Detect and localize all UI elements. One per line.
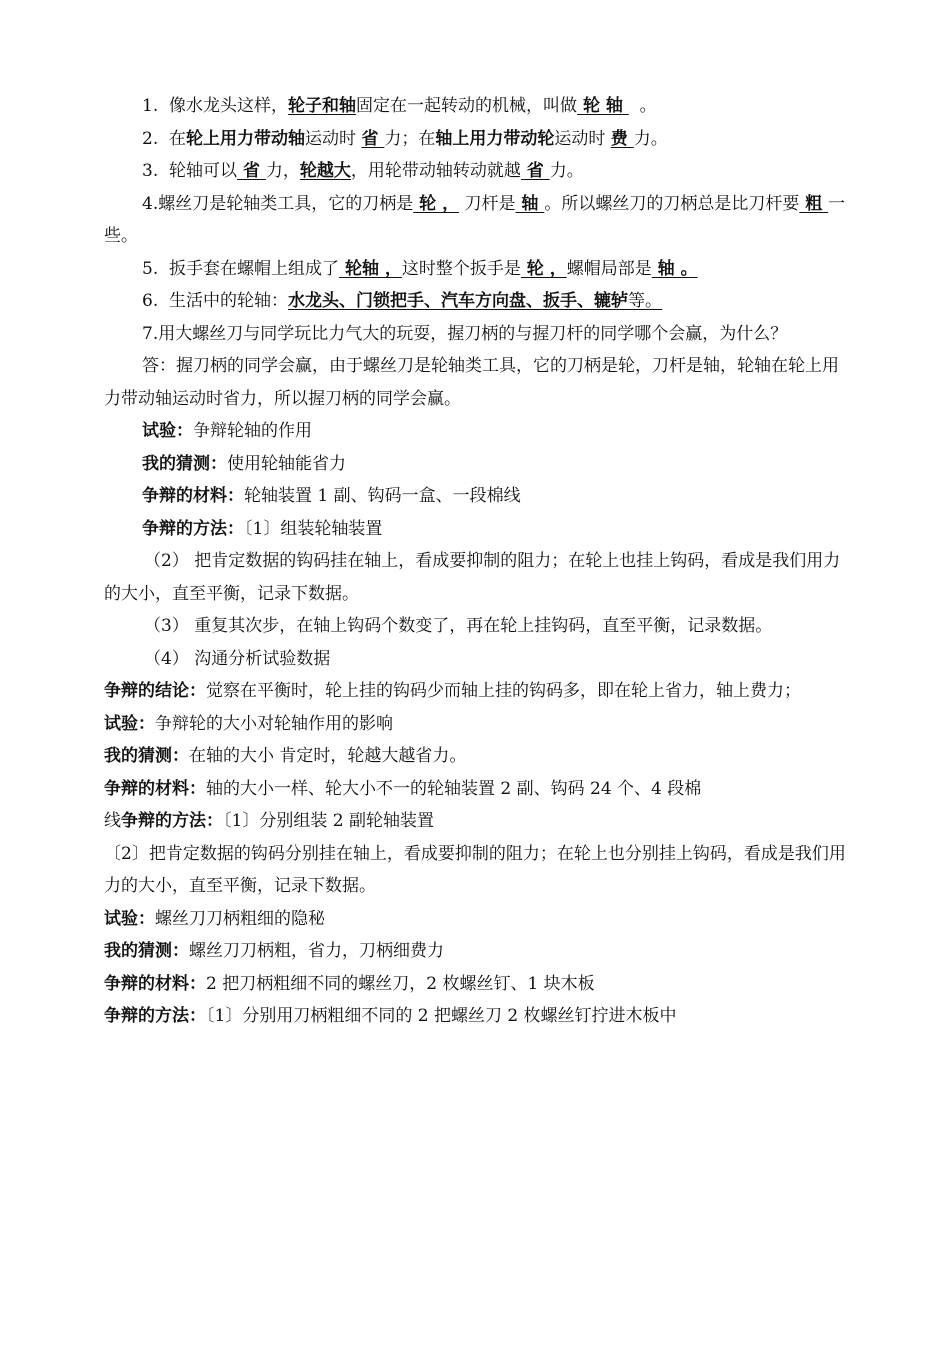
document-body [104, 90, 846, 1033]
answer-blank: 省 [520, 161, 550, 181]
exp1-step-4: （4） 沟通分析试验数据 [144, 648, 331, 669]
answer-blank: 轮 轴 [577, 96, 629, 116]
answer-blank: 粗 [799, 193, 829, 214]
exp3-guess: 我的猜测：螺丝刀刀柄粗，省力，刀柄细费力 [104, 941, 444, 961]
answer-blank: 轴 [515, 193, 545, 214]
answer-blank: 轮 ， [520, 258, 567, 279]
answer-blank: 轮 ， [413, 193, 460, 214]
exp1-step-3: （3） 重复其次步，在轴上钩码个数变了，再在轮上挂钩码，直至平衡，记录数据。 [144, 616, 773, 636]
exp2-step-2: 〔2〕把肯定数据的钩码分别挂在轴上，看成要抑制的阻力；在轮上也分别挂上钩码，看成是我们用力的大小，直至平衡，记录下数据。 [104, 843, 846, 896]
answer-blank: 轮轴 ， [339, 258, 402, 279]
question-6: 6. 生活中的轮轴：水龙头、门锁把手、汽车方向盘、扳手、辘轳等。 [142, 291, 663, 311]
question-4: 4.螺丝刀是轮轴类工具，它的刀柄是 轮 ， 刀杆是 轴 。所以螺丝刀的刀柄总是比刀杆要 粗 一些。 [104, 193, 846, 246]
answer-blank: 省 [237, 161, 266, 181]
exp1-step-2: （2） 把肯定数据的钩码挂在轴上，看成要抑制的阻力；在轮上也挂上钩码，看成是我们用力的大小，直至平衡，记录下数据。 [104, 551, 841, 604]
question-2: 2. 在轮上用力带动轴运动时 省 力；在轴上用力带动轮运动时 费 力。 [142, 128, 668, 149]
answer-blank: 轴 。 [651, 258, 698, 279]
exp2-method: 线争辩的方法：〔1〕分别组装 2 副轮轴装置 [104, 811, 434, 831]
exp1-conclusion: 争辩的结论：觉察在平衡时，轮上挂的钩码少而轴上挂的钩码多，即在轮上省力，轴上费力； [104, 681, 801, 701]
exp1-method: 争辩的方法：〔1〕组装轮轴装置 [142, 518, 383, 539]
answer-7: 答：握刀柄的同学会赢，由于螺丝刀是轮轴类工具，它的刀柄是轮，刀杆是轴，轮轴在轮上用力带动轴运动时省力，所以握刀柄的同学会赢。 [104, 356, 839, 409]
answer-blank: 省 [361, 128, 385, 149]
exp3-materials: 争辩的材料：2 把刀柄粗细不同的螺丝刀，2 枚螺丝钉、1 块木板 [104, 973, 595, 994]
answer-blank: 水龙头、门锁把手、汽车方向盘、扳手、辘轳 [288, 291, 629, 311]
exp1-guess: 我的猜测：使用轮轴能省力 [142, 453, 346, 474]
exp2-title: 试验：争辩轮的大小对轮轴作用的影响 [104, 713, 393, 734]
question-1: 1. 像水龙头这样，轮子和轴固定在一起转动的机械，叫做 轮 轴 。 [142, 96, 657, 116]
exp1-title: 试验：争辩轮轴的作用 [142, 421, 312, 441]
exp2-guess: 我的猜测：在轴的大小 肯定时，轮越大越省力。 [104, 746, 467, 766]
exp3-method: 争辩的方法：〔1〕分别用刀柄粗细不同的 2 把螺丝刀 2 枚螺丝钉拧进木板中 [104, 1006, 677, 1026]
answer-blank: 费 [610, 128, 634, 149]
exp3-title: 试验：螺丝刀刀柄粗细的隐秘 [104, 908, 325, 929]
question-7: 7.用大螺丝刀与同学玩比力气大的玩耍，握刀柄的与握刀杆的同学哪个会赢，为什么？ [142, 323, 788, 344]
exp2-materials: 争辩的材料：轴的大小一样、轮大小不一的轮轴装置 2 副、钩码 24 个、4 段棉 [104, 778, 702, 799]
question-5: 5. 扳手套在螺帽上组成了 轮轴 ，这时整个扳手是 轮 ，螺帽局部是 轴 。 [142, 258, 698, 279]
exp1-materials: 争辩的材料：轮轴装置 1 副、钩码一盒、一段棉线 [142, 486, 521, 506]
question-3: 3. 轮轴可以 省 力，轮越大，用轮带动轴转动就越 省 力。 [142, 161, 584, 181]
